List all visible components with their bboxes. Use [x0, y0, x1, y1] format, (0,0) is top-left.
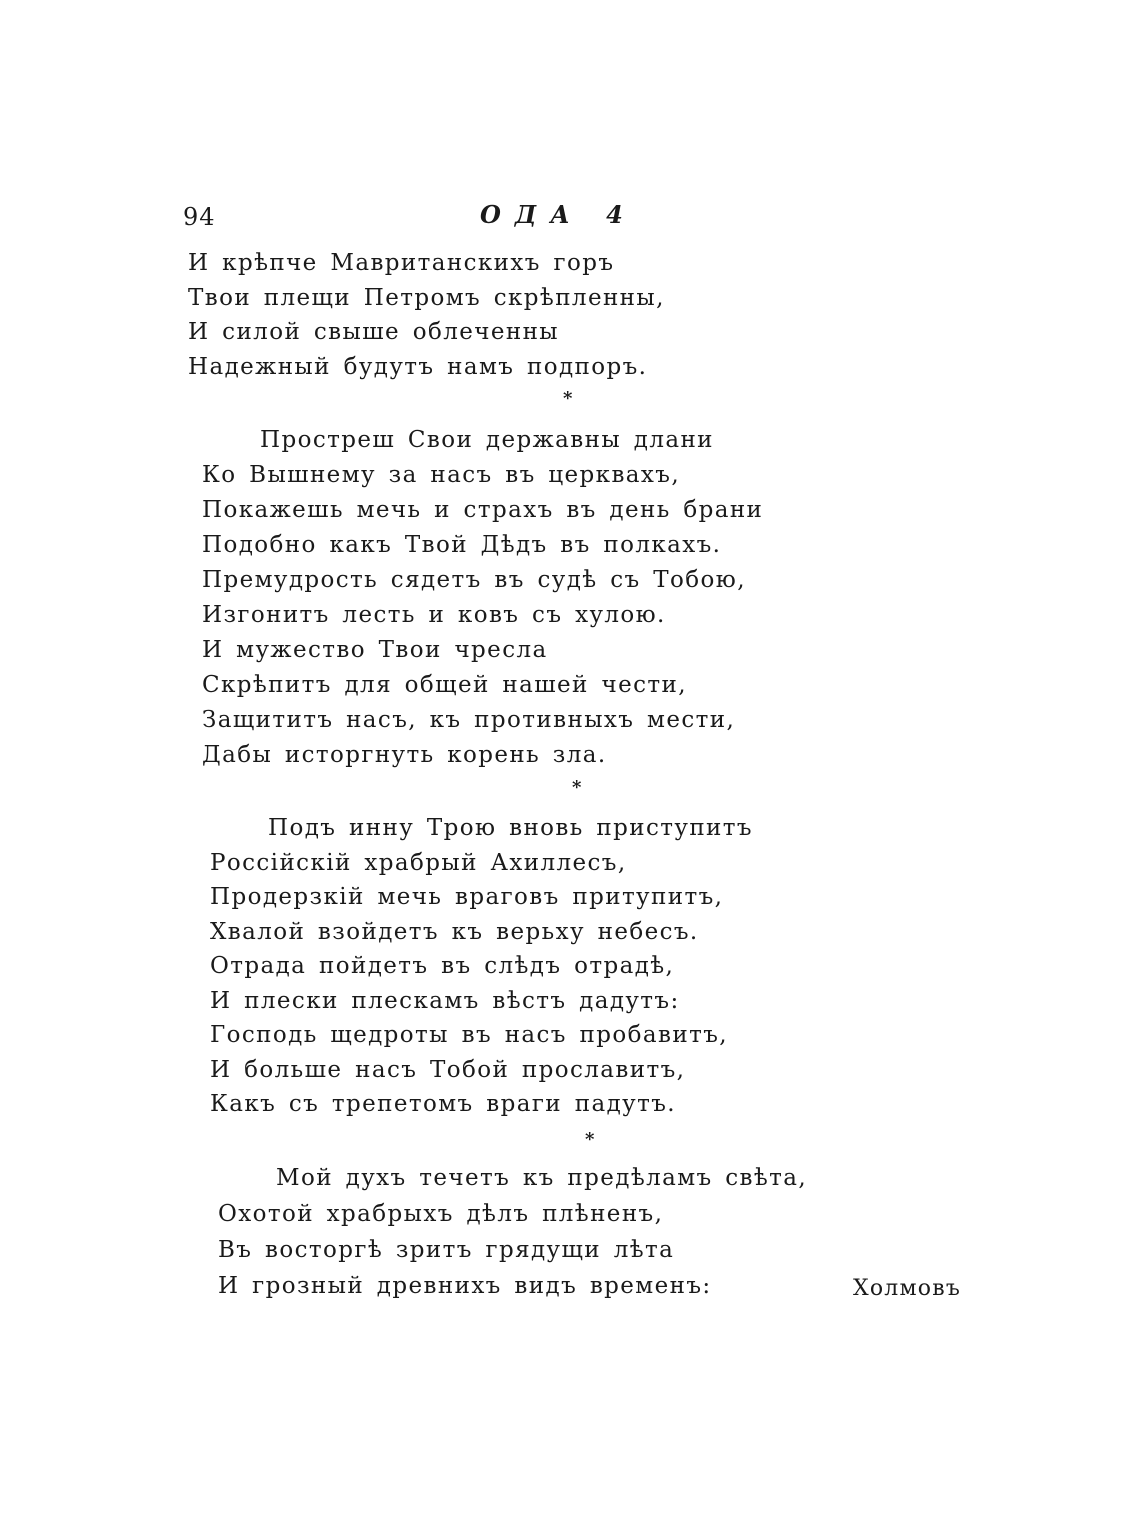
verse-line: И силой свыше облеченны [188, 319, 560, 345]
verse-line: Подъ инну Трою вновь приступитъ [268, 815, 753, 841]
verse-line: Мой духъ течетъ къ предѣламъ свѣта, [276, 1165, 808, 1191]
verse-line: Скрѣпитъ для общей нашей чести, [202, 672, 687, 698]
verse-line: Продерзкій мечь враговъ притупитъ, [210, 884, 724, 910]
verse-line: И больше насъ Тобой прославитъ, [210, 1056, 686, 1083]
stanza-divider-asterisk: * [572, 777, 582, 798]
stanza-1 [188, 246, 665, 384]
verse-line: И мужество Твои чресла [202, 637, 548, 663]
verse-line: Въ восторгѣ зритъ грядущи лѣта [218, 1237, 675, 1263]
catchword: Холмовъ [853, 1276, 962, 1301]
verse-line: Хвалой взойдетъ къ верьху небесъ. [210, 918, 699, 945]
verse-line: Надежный будутъ намъ подпоръ. [188, 353, 648, 380]
verse-line: И плески плескамъ вѣстъ дадутъ: [210, 987, 680, 1014]
verse-line: Покажешь мечь и страхъ въ день брани [202, 497, 764, 523]
stanza-3 [210, 811, 753, 1122]
verse-line: Изгонитъ лесть и ковъ съ хулою. [202, 602, 666, 628]
stanza-2 [202, 423, 763, 773]
verse-line: Твои плещи Петромъ скрѣпленны, [188, 284, 665, 311]
stanza-divider-asterisk: * [585, 1129, 595, 1150]
verse-line: Охотой храбрыхъ дѣлъ плѣненъ, [218, 1201, 664, 1227]
verse-line: Защититъ насъ, къ противныхъ мести, [202, 707, 736, 733]
verse-line: Дабы исторгнуть корень зла. [202, 742, 607, 768]
page-number: 94 [183, 203, 216, 231]
verse-line: Господь щедроты въ насъ пробавитъ, [210, 1022, 728, 1048]
verse-line: Ко Вышнему за насъ въ церквахъ, [202, 462, 681, 488]
verse-line: Какъ съ трепетомъ враги падутъ. [210, 1091, 676, 1117]
verse-line: И грозный древнихъ видъ временъ: [218, 1273, 712, 1299]
stanza-divider-asterisk: * [563, 388, 573, 409]
verse-line: И крѣпче Мавританскихъ горъ [188, 250, 615, 276]
verse-line: Простреш Свои державны длани [260, 427, 714, 453]
verse-line: Премудрость сядетъ въ судѣ съ Тобою, [202, 567, 746, 593]
verse-line: Отрада пойдетъ въ слѣдъ отрадѣ, [210, 953, 675, 979]
stanza-4 [218, 1160, 807, 1304]
verse-line: Россійскій храбрый Ахиллесъ, [210, 849, 627, 876]
verse-line: Подобно какъ Твой Дѣдъ въ полкахъ. [202, 532, 722, 558]
running-head: ОДА 4 [480, 200, 637, 229]
